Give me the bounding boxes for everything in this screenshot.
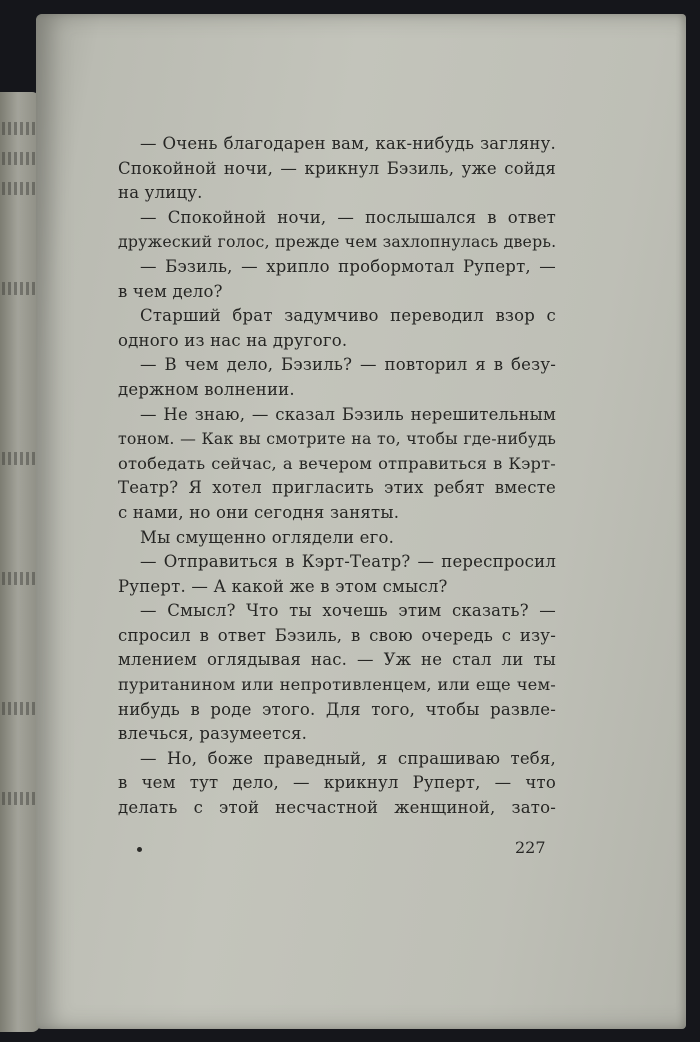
left-page-text-fragment	[2, 122, 40, 135]
text-line: — Но, боже праведный, я спрашиваю тебя,	[140, 748, 556, 768]
text-line: Театр? Я хотел пригласить этих ребят вместе	[118, 478, 556, 498]
text-line: Мы смущенно оглядели его.	[140, 527, 395, 547]
left-page-text-fragment	[2, 572, 40, 585]
text-line: — Смысл? Что ты хочешь этим сказать? —	[140, 601, 556, 621]
text-line: — Спокойной ночи, — послышался в ответ	[140, 207, 556, 227]
text-line: — Бэзиль, — хрипло пробормотал Руперт, —	[140, 256, 556, 276]
text-line: Спокойной ночи, — крикнул Бэзиль, уже сойдя	[118, 158, 556, 178]
text-line: влечься, разумеется.	[118, 724, 308, 744]
left-page-text-fragment	[2, 792, 40, 805]
page-text	[118, 132, 556, 821]
left-page-text-fragment	[2, 282, 40, 295]
text-line: с нами, но они сегодня заняты.	[118, 502, 400, 522]
text-line: — Очень благодарен вам, как-нибудь загляну.	[140, 134, 556, 153]
text-line: держном волнении.	[118, 379, 295, 399]
text-line: отобедать сейчас, а вечером отправиться в Кэрт-	[118, 453, 556, 473]
page-footer	[36, 838, 686, 868]
left-page-text-fragment	[2, 152, 40, 165]
text-line: на улицу.	[118, 183, 203, 203]
text-line: спросил в ответ Бэзиль, в свою очередь с изу-	[118, 625, 556, 645]
text-line: пуританином или непротивленцем, или еще чем-	[118, 675, 556, 695]
text-line: млением оглядывая нас. — Уж не стал ли ты	[118, 650, 556, 670]
text-line: в чем тут дело, — крикнул Руперт, — что	[118, 773, 556, 793]
left-page-text-fragment	[2, 702, 40, 715]
left-page-text-fragment	[2, 182, 40, 195]
text-line: — Не знаю, — сказал Бэзиль нерешительным	[140, 404, 556, 424]
text-line: дружеский голос, прежде чем захлопнулась дверь.	[118, 232, 557, 252]
adjacent-left-page	[0, 92, 40, 1032]
text-line: тоном. — Как вы смотрите на то, чтобы где-нибудь	[118, 429, 556, 449]
text-line: — В чем дело, Бэзиль? — повторил я в безу-	[140, 355, 556, 375]
text-line: Руперт. — А какой же в этом смысл?	[118, 576, 448, 596]
text-line: нибудь в роде этого. Для того, чтобы развле-	[118, 699, 556, 719]
text-line: Старший брат задумчиво переводил взор с	[140, 306, 556, 326]
text-line: — Отправиться в Кэрт-Театр? — переспросил	[140, 552, 556, 572]
footer-bullet-mark	[137, 847, 142, 852]
text-line: делать с этой несчастной женщиной, зато-	[118, 798, 556, 818]
page-number: 227	[515, 838, 546, 857]
left-page-text-fragment	[2, 452, 40, 465]
text-line: одного из нас на другого.	[118, 330, 348, 350]
text-line: в чем дело?	[118, 281, 223, 301]
